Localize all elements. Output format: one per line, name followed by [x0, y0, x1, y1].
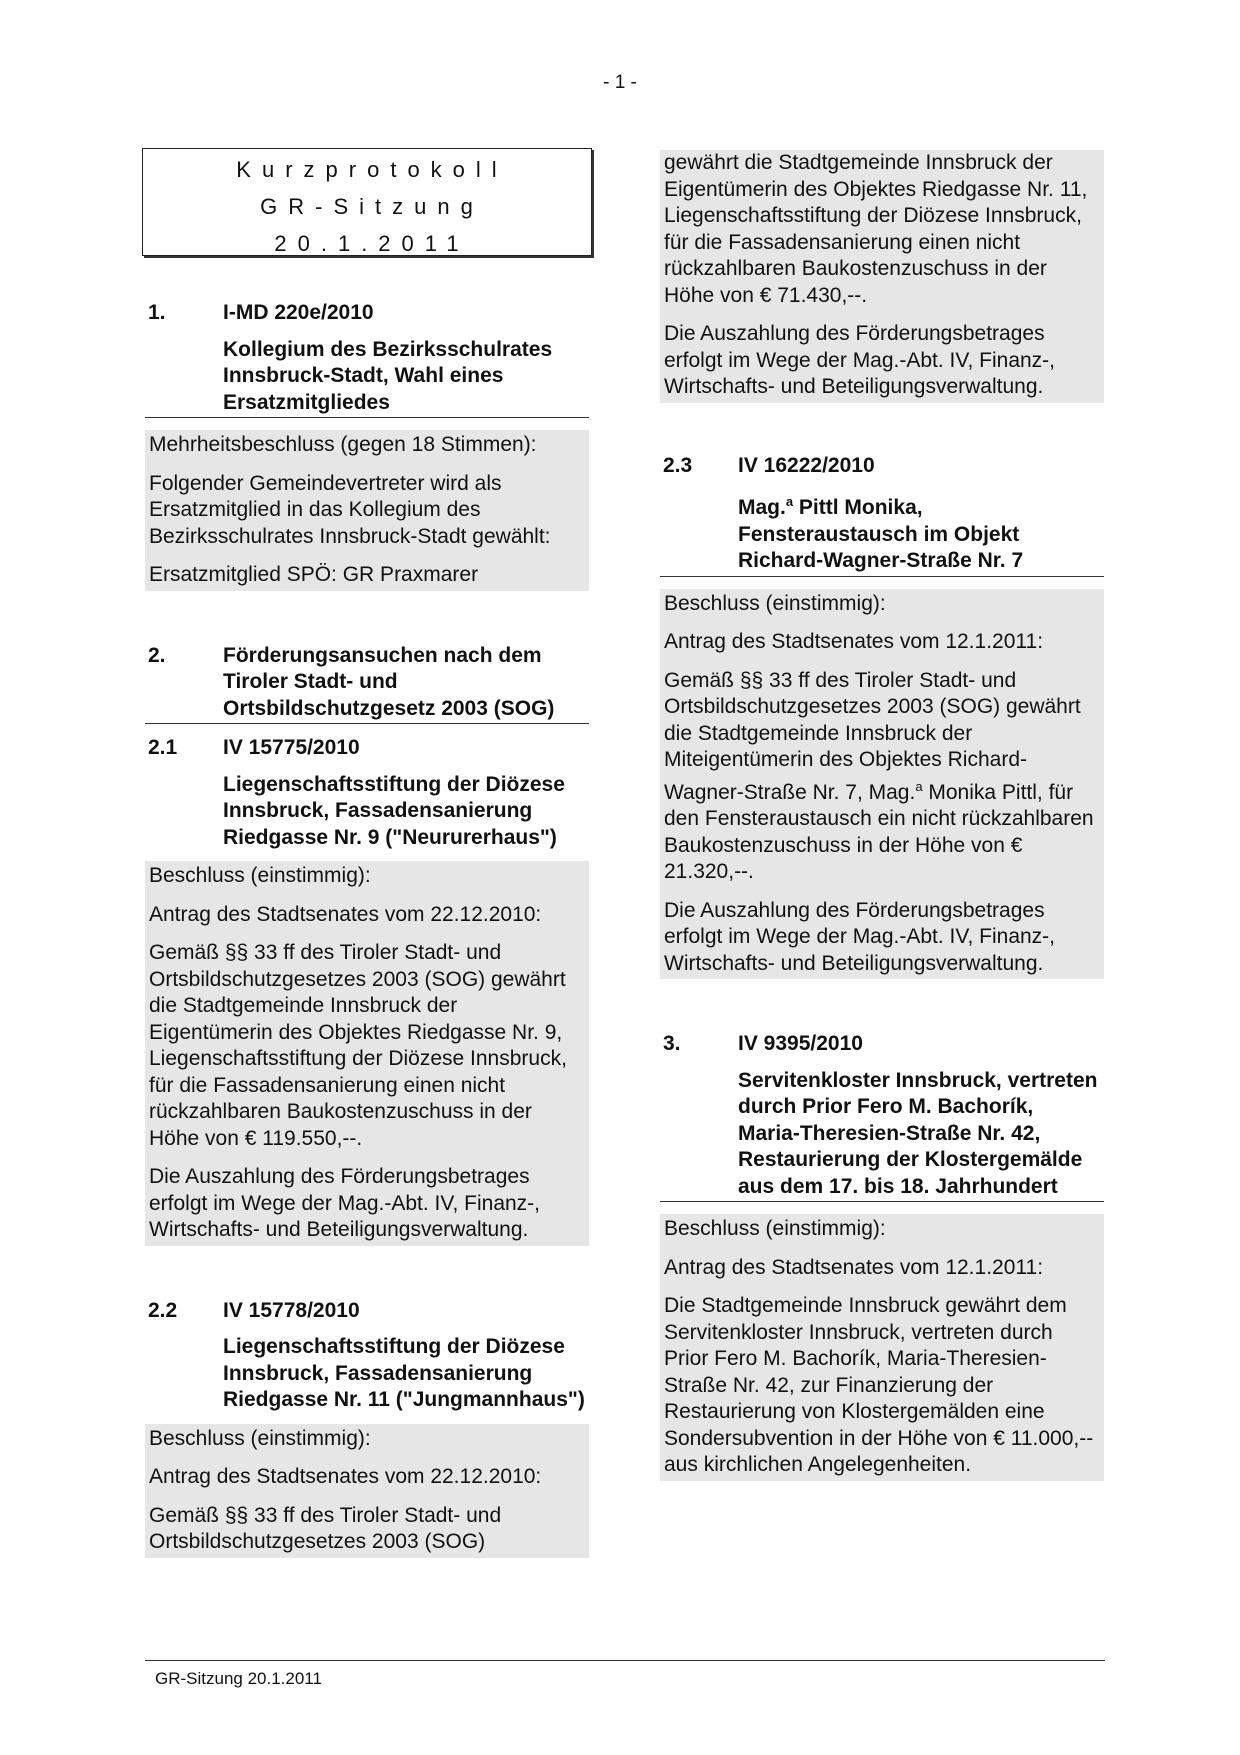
footer-text: GR-Sitzung 20.1.2011	[155, 1669, 322, 1688]
item-2-2-body-continued	[660, 150, 1104, 403]
item-title	[660, 489, 1104, 575]
superscript: a	[785, 494, 794, 509]
motion-text: Antrag des Stadtsenates vom 12.1.2011:	[664, 630, 1044, 653]
item-number: 3.	[663, 1032, 681, 1055]
right-column	[660, 150, 1104, 1481]
title-box	[142, 148, 592, 256]
item-title: Liegenschaftsstiftung der Diözese Innsbruck, Fassadensanierung Riedgasse Nr. 9 ("Neururerhaus")	[223, 772, 565, 849]
item-number: 2.3	[663, 453, 693, 477]
decision-text: Beschluss (einstimmig):	[149, 1426, 371, 1450]
agenda-item-2-2	[145, 1298, 589, 1558]
item-3-head	[660, 1031, 1104, 1058]
title-line-2: GR-Sitzung	[260, 194, 484, 219]
item-code: IV 9395/2010	[738, 1032, 863, 1055]
body-paragraph: Folgender Gemeindevertreter wird als Ersatzmitglied in das Kollegium des Bezirksschulrates Innsbruck-Stadt gewählt:	[149, 471, 551, 548]
item-number: 1.	[148, 301, 166, 324]
agenda-item-2-1	[145, 735, 589, 1246]
text-part: Monika Pittl, für den Fensteraustausch ein nicht rückzahlbaren Baukostenzuschuss in der Höhe von € 21.320,--.	[664, 780, 1094, 883]
item-code: IV 15775/2010	[223, 736, 360, 759]
agenda-item-1	[145, 300, 589, 591]
body-paragraph: Die Stadtgemeinde Innsbruck gewährt dem Servitenkloster Innsbruck, vertreten durch Prior Fero M. Bachorík, Maria-Theresien-Straße Nr. 42, zur Finanzierung der Restaurierung von Klostergemälden eine Sondersubvention in der Höhe von € 11.000,-- aus kirchlichen Angelegenheiten.	[664, 1294, 1094, 1476]
decision-text: Beschluss (einstimmig):	[149, 864, 371, 887]
item-2-1-head	[145, 735, 589, 762]
agenda-item-2-3	[660, 453, 1104, 980]
title-part: Mag.	[738, 496, 786, 519]
page-number: - 1 -	[603, 72, 637, 93]
motion-text: Antrag des Stadtsenates vom 22.12.2010:	[149, 902, 542, 926]
item-1-body	[145, 430, 589, 591]
title-line-1: Kurzprotokoll	[236, 157, 508, 182]
item-2-3-body	[660, 589, 1104, 980]
footer-divider	[145, 1660, 1105, 1661]
item-title: Liegenschaftsstiftung der Diözese Innsbruck, Fassadensanierung Riedgasse Nr. 11 ("Jungmannhaus")	[223, 1335, 585, 1411]
text-part: Gemäß §§ 33 ff des Tiroler Stadt- und Ortsbildschutzgesetzes 2003 (SOG) gewährt die Stadtgemeinde Innsbruck der Miteigentümerin des Objektes Richard-Wagner-Straße Nr. 7, Mag.	[664, 668, 1081, 804]
body-paragraph: Die Auszahlung des Förderungsbetrages erfolgt im Wege der Mag.-Abt. IV, Finanz-, Wirtschafts- und Beteiligungsverwaltung.	[149, 1165, 541, 1241]
title-line-3: 20.1.2011	[274, 231, 470, 256]
title-part: Pittl Monika, Fensteraustausch im Objekt Richard-Wagner-Straße Nr. 7	[738, 496, 1024, 572]
item-3-body	[660, 1214, 1104, 1481]
agenda-item-3	[660, 1031, 1104, 1481]
item-title: Kollegium des Bezirksschulrates Innsbruck-Stadt, Wahl eines Ersatzmitgliedes	[223, 337, 553, 414]
left-column	[145, 148, 589, 1558]
item-number: 2.2	[148, 1298, 178, 1322]
item-title: Förderungsansuchen nach dem Tiroler Stadt- und Ortsbildschutzgesetz 2003 (SOG)	[223, 643, 555, 720]
superscript: a	[915, 778, 923, 794]
item-code: I-MD 220e/2010	[223, 301, 374, 324]
motion-text: Antrag des Stadtsenates vom 12.1.2011:	[664, 1255, 1044, 1279]
body-paragraph: Gemäß §§ 33 ff des Tiroler Stadt- und Ortsbildschutzgesetzes 2003 (SOG)	[149, 1503, 502, 1553]
item-2-3-head	[660, 453, 1104, 480]
divider	[145, 417, 589, 418]
item-2-1-body	[145, 861, 589, 1246]
decision-text: Mehrheitsbeschluss (gegen 18 Stimmen):	[149, 433, 537, 456]
divider	[145, 723, 589, 724]
item-2-2-head	[145, 1298, 589, 1325]
decision-text: Beschluss (einstimmig):	[664, 591, 886, 615]
body-paragraph: Die Auszahlung des Förderungsbetrages erfolgt im Wege der Mag.-Abt. IV, Finanz-, Wirtschafts- und Beteiligungsverwaltung.	[664, 322, 1056, 398]
item-title: Servitenkloster Innsbruck, vertreten durch Prior Fero M. Bachorík, Maria-Theresien-Straße Nr. 42, Restaurierung der Klostergemälde aus dem 17. bis 18. Jahrhundert	[738, 1068, 1098, 1198]
item-2-head	[145, 643, 589, 723]
item-number: 2.1	[148, 736, 178, 759]
body-paragraph: gewährt die Stadtgemeinde Innsbruck der Eigentümerin des Objektes Riedgasse Nr. 11, Liegenschaftsstiftung der Diözese Innsbruck, für die Fassadensanierung einen nicht rückzahlbaren Baukostenzuschuss in der Höhe von € 71.430,--.	[664, 151, 1088, 307]
decision-text: Beschluss (einstimmig):	[664, 1217, 886, 1240]
item-number: 2.	[148, 643, 166, 667]
motion-text: Antrag des Stadtsenates vom 22.12.2010:	[149, 1465, 542, 1488]
agenda-item-2	[145, 643, 589, 725]
body-paragraph: Die Auszahlung des Förderungsbetrages erfolgt im Wege der Mag.-Abt. IV, Finanz-, Wirtschafts- und Beteiligungsverwaltung.	[664, 898, 1056, 975]
divider	[660, 576, 1104, 577]
body-paragraph: Gemäß §§ 33 ff des Tiroler Stadt- und Ortsbildschutzgesetzes 2003 (SOG) gewährt die Stadtgemeinde Innsbruck der Eigentümerin des Objektes Riedgasse Nr. 9, Liegenschaftsstiftung der Diözese Innsbruck, für die Fassadensanierung einen nicht rückzahlbaren Baukostenzuschuss in der Höhe von € 119.550,--.	[149, 941, 567, 1150]
item-code: IV 16222/2010	[738, 453, 875, 477]
body-paragraph: Ersatzmitglied SPÖ: GR Praxmarer	[149, 563, 479, 586]
item-2-2-body	[145, 1424, 589, 1558]
item-code: IV 15778/2010	[223, 1298, 360, 1322]
divider	[660, 1201, 1104, 1202]
item-1-head	[145, 300, 589, 327]
body-paragraph	[664, 668, 1100, 886]
